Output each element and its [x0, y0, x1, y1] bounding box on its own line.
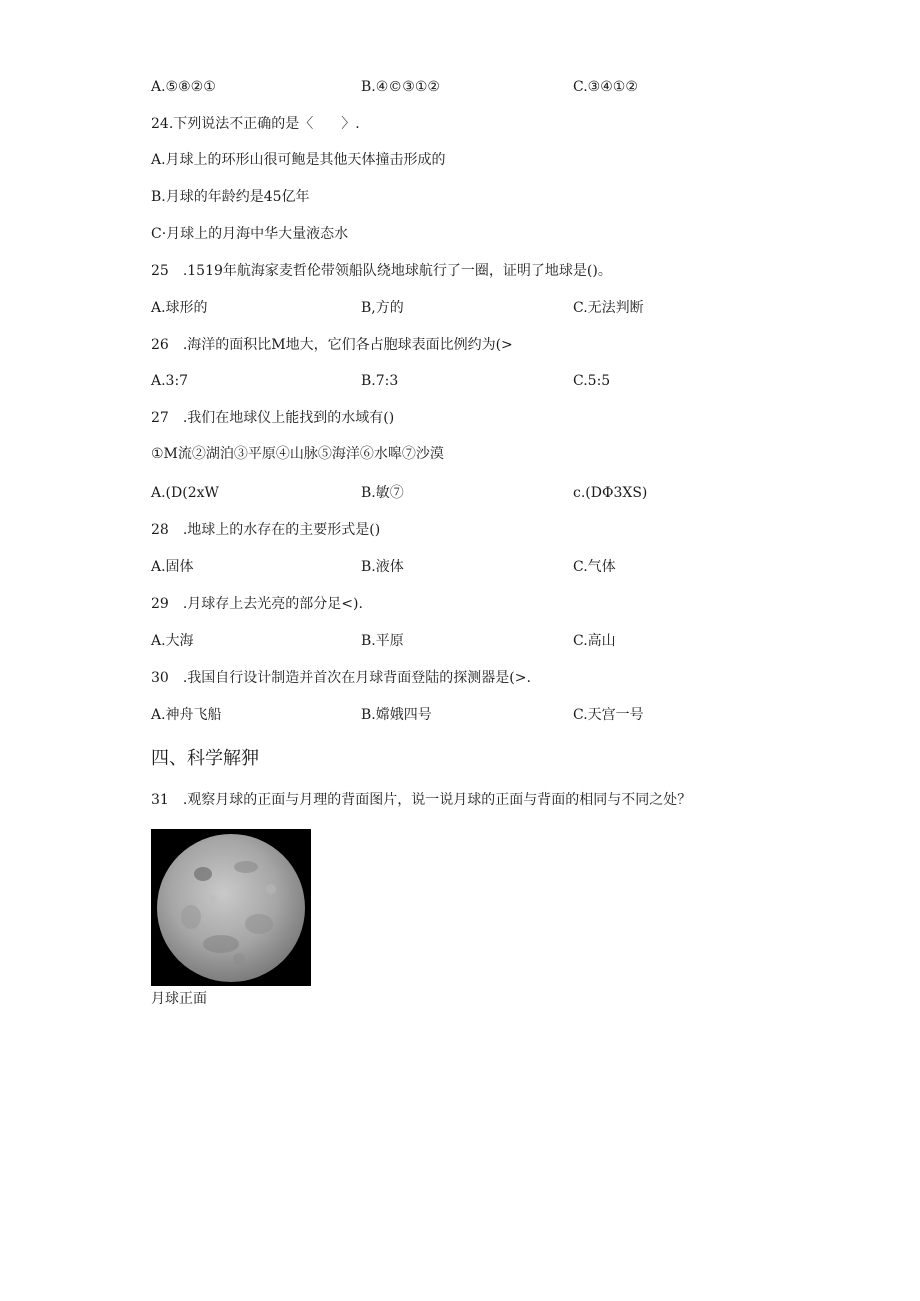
q28-option-a: A.固体 [151, 559, 194, 575]
q25-option-a: A.球形的 [151, 300, 208, 316]
q29-option-c: C.高山 [573, 633, 616, 649]
q31-stem: 31 .观察月球的正面与月理的背面图片，说一说月球的正面与背面的相同与不同之处？ [151, 792, 692, 808]
q27-option-c: c.(DΦ3XS) [573, 485, 648, 501]
q30-option-b: B.嫦娥四号 [361, 707, 432, 723]
q24-stem: 24.下列说法不正确的是〈 〉. [151, 116, 360, 132]
q30-option-a: A.神舟飞船 [151, 707, 222, 723]
q26-stem: 26 .海洋的面积比M地大，它们各占胞球表面比例约为(> [151, 337, 513, 353]
q30-stem: 30 .我国自行设计制造并首次在月球背面登陆的探测器是(>. [151, 670, 531, 686]
q25-stem: 25 .1519年航海家麦哲伦带领船队绕地球航行了一圈，证明了地球是()。 [151, 263, 612, 279]
moon-image-caption: 月球正面 [151, 991, 207, 1007]
q29-stem: 29 .月球存上去光亮的部分足<). [151, 596, 363, 612]
q25-option-b: B,方的 [361, 300, 404, 316]
q28-option-c: C.气体 [573, 559, 616, 575]
q27-items: ①M流②湖泊③平原④山脉⑤海洋⑥水嗥⑦沙漠 [151, 446, 444, 462]
moon-near-side-image [151, 829, 311, 986]
q30-option-c: C.天宫一号 [573, 707, 644, 723]
q26-option-a: A.3:7 [151, 373, 189, 389]
q24-option-b: B.月球的年龄约是45亿年 [151, 189, 310, 205]
q27-option-a: A.(D(2xW [151, 485, 219, 501]
q28-option-b: B.液体 [361, 559, 404, 575]
moon-illustration [151, 829, 311, 986]
q27-option-b: B.敏⑦ [361, 485, 404, 501]
q24-option-a: A.月球上的环形山很可鲍是其他天体撞击形成的 [151, 152, 446, 168]
q28-stem: 28 .地球上的水存在的主要形式是() [151, 522, 381, 538]
q23-option-a: A.⑤⑧②① [151, 79, 216, 95]
q25-option-c: C.无法判断 [573, 300, 644, 316]
q26-option-b: B.7:3 [361, 373, 399, 389]
q24-option-c: C·月球上的月海中华大量液态水 [151, 226, 349, 242]
q29-option-a: A.大海 [151, 633, 194, 649]
q23-option-b: B.④©③①② [361, 79, 440, 95]
q26-option-c: C.5:5 [573, 373, 611, 389]
q29-option-b: B.平原 [361, 633, 404, 649]
q27-stem: 27 .我们在地球仪上能找到的水域有() [151, 410, 395, 426]
q23-option-c: C.③④①② [573, 79, 638, 95]
section-heading: 四、科学解狎 [151, 748, 259, 769]
